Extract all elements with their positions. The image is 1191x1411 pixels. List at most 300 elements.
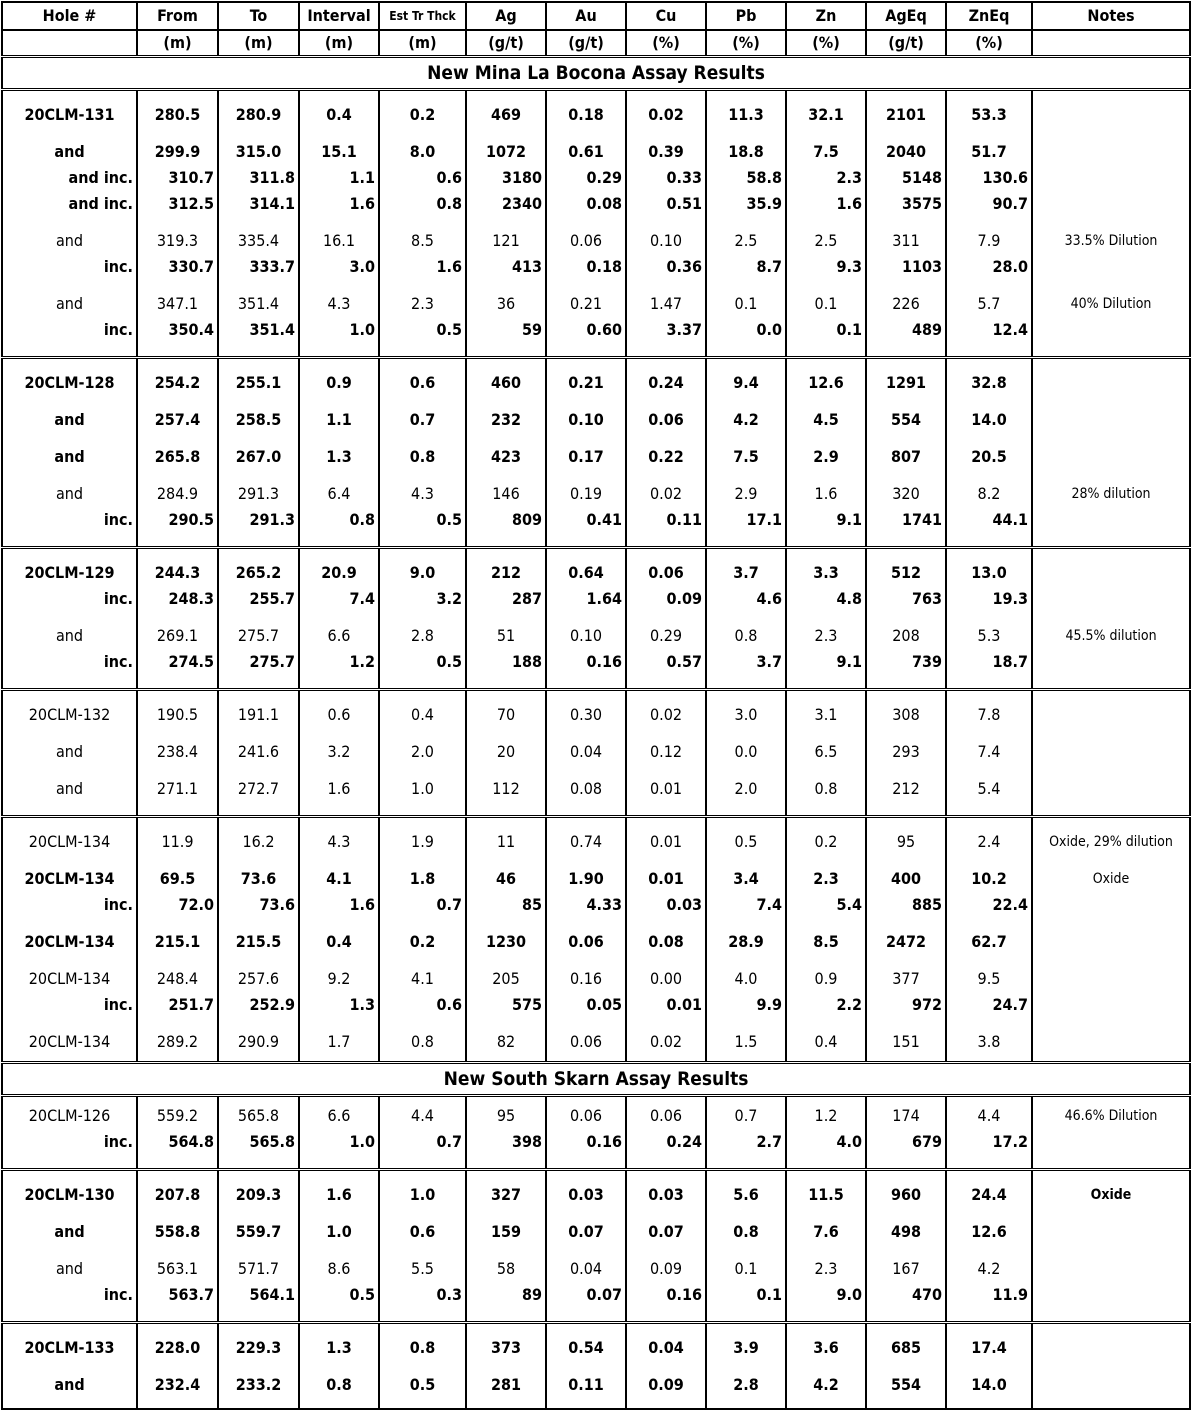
spacer-cell <box>546 675 626 690</box>
spacer-cell <box>706 533 786 548</box>
cell-cu: 0.12 <box>626 739 706 765</box>
spacer-cell <box>379 817 466 830</box>
cell-au: 0.16 <box>546 1129 626 1155</box>
cell-cu: 0.10 <box>626 228 706 254</box>
spacer-cell <box>706 90 786 103</box>
spacer-cell <box>706 1170 786 1183</box>
cell-au: 0.18 <box>546 102 626 128</box>
spacer-cell <box>137 90 218 103</box>
spacer-cell <box>946 1055 1032 1063</box>
spacer-cell <box>137 765 218 776</box>
cell-interval: 0.4 <box>299 102 379 128</box>
cell-cu: 0.24 <box>626 370 706 396</box>
spacer-cell <box>866 128 946 139</box>
spacer-cell <box>379 343 466 358</box>
cell-interval: 1.0 <box>299 317 379 343</box>
spacer-cell <box>379 533 466 548</box>
cell-zn: 0.1 <box>786 291 866 317</box>
cell-interval: 0.5 <box>299 1282 379 1308</box>
cell-est-tr-thck: 1.9 <box>379 829 466 855</box>
cell-zn: 4.2 <box>786 1372 866 1398</box>
cell-au: 0.17 <box>546 444 626 470</box>
table-row <box>2 191 1190 217</box>
spacer-cell <box>866 548 946 561</box>
cell-notes <box>1032 317 1190 343</box>
spacer-cell <box>946 918 1032 929</box>
spacer-cell <box>2 1018 137 1029</box>
spacer-cell <box>137 690 218 703</box>
spacer-cell <box>137 1308 218 1323</box>
table-body <box>2 57 1190 1410</box>
spacer-cell <box>546 612 626 623</box>
cell-notes: 33.5% Dilution <box>1032 228 1190 254</box>
spacer-cell <box>218 1323 299 1336</box>
spacer-cell <box>786 396 866 407</box>
cell-zneq: 53.3 <box>946 102 1032 128</box>
cell-zn: 7.5 <box>786 139 866 165</box>
cell-ag: 281 <box>466 1372 546 1398</box>
spacer-cell <box>379 1323 466 1336</box>
spacer-cell <box>466 1170 546 1183</box>
cell-cu: 1.47 <box>626 291 706 317</box>
cell-ageq: 489 <box>866 317 946 343</box>
spacer-cell <box>1032 1096 1190 1104</box>
cell-cu: 3.37 <box>626 317 706 343</box>
cell-from: 271.1 <box>137 776 218 802</box>
cell-pb: 3.0 <box>706 702 786 728</box>
spacer-cell <box>546 1208 626 1219</box>
cell-pb: 8.7 <box>706 254 786 280</box>
spacer-cell <box>626 1155 706 1170</box>
spacer-cell <box>379 1055 466 1063</box>
spacer-cell <box>218 280 299 291</box>
cell-notes <box>1032 1335 1190 1361</box>
cell-cu: 0.51 <box>626 191 706 217</box>
cell-to: 315.0 <box>218 139 299 165</box>
cell-est-tr-thck: 0.5 <box>379 317 466 343</box>
spacer-cell <box>466 358 546 371</box>
cell-notes <box>1032 992 1190 1018</box>
spacer-cell <box>866 612 946 623</box>
cell-notes: 28% dilution <box>1032 481 1190 507</box>
cell-interval: 4.3 <box>299 291 379 317</box>
spacer-cell <box>218 765 299 776</box>
cell-cu: 0.08 <box>626 929 706 955</box>
cell-pb: 0.5 <box>706 829 786 855</box>
spacer-cell <box>546 817 626 830</box>
cell-from: 257.4 <box>137 407 218 433</box>
spacer-cell <box>786 1055 866 1063</box>
cell-cu: 0.04 <box>626 1335 706 1361</box>
cell-est-tr-thck: 0.4 <box>379 702 466 728</box>
cell-est-tr-thck: 8.0 <box>379 139 466 165</box>
cell-zneq: 8.2 <box>946 481 1032 507</box>
cell-zneq: 4.2 <box>946 1256 1032 1282</box>
col-header-cu: Cu <box>626 2 706 30</box>
spacer-cell <box>1032 1170 1190 1183</box>
cell-to: 191.1 <box>218 702 299 728</box>
cell-interval: 1.6 <box>299 191 379 217</box>
spacer-cell <box>2 817 137 830</box>
cell-est-tr-thck: 0.7 <box>379 892 466 918</box>
spacer-cell <box>946 470 1032 481</box>
cell-pb: 3.9 <box>706 1335 786 1361</box>
cell-from: 228.0 <box>137 1335 218 1361</box>
spacer-cell <box>786 817 866 830</box>
spacer-cell <box>218 1155 299 1170</box>
spacer-cell <box>546 1398 626 1409</box>
cell-from: 289.2 <box>137 1029 218 1055</box>
spacer-cell <box>1032 612 1190 623</box>
spacer-cell <box>137 1208 218 1219</box>
cell-zn: 0.9 <box>786 966 866 992</box>
cell-est-tr-thck: 0.6 <box>379 992 466 1018</box>
spacer-cell <box>466 217 546 228</box>
spacer-cell <box>546 955 626 966</box>
table-row <box>2 444 1190 470</box>
spacer-cell <box>466 918 546 929</box>
section-header-row <box>2 1063 1190 1096</box>
spacer-cell <box>379 918 466 929</box>
spacer-cell <box>299 1170 379 1183</box>
cell-pb: 0.8 <box>706 623 786 649</box>
spacer-cell <box>137 548 218 561</box>
spacer-cell <box>466 1398 546 1409</box>
cell-hole: 20CLM-131 <box>2 102 137 128</box>
spacer-cell <box>218 470 299 481</box>
spacer-cell <box>946 690 1032 703</box>
spacer-cell <box>706 396 786 407</box>
spacer-cell <box>379 90 466 103</box>
cell-ag: 212 <box>466 560 546 586</box>
spacer-cell <box>786 690 866 703</box>
spacer-cell <box>786 358 866 371</box>
cell-from: 248.3 <box>137 586 218 612</box>
spacer-cell <box>706 817 786 830</box>
cell-ageq: 208 <box>866 623 946 649</box>
spacer-cell <box>137 396 218 407</box>
spacer-cell <box>786 675 866 690</box>
table-row <box>2 139 1190 165</box>
cell-est-tr-thck: 0.8 <box>379 1029 466 1055</box>
cell-au: 0.21 <box>546 291 626 317</box>
table-row <box>2 317 1190 343</box>
spacer-cell <box>946 802 1032 817</box>
cell-ag: 46 <box>466 866 546 892</box>
spacer-cell <box>706 802 786 817</box>
spacer-cell <box>946 1208 1032 1219</box>
spacer-cell <box>299 1208 379 1219</box>
table-row <box>2 1256 1190 1282</box>
spacer-cell <box>137 470 218 481</box>
table-row <box>2 1335 1190 1361</box>
cell-au: 0.16 <box>546 649 626 675</box>
col-unit-to: (m) <box>218 30 299 57</box>
cell-zn: 2.9 <box>786 444 866 470</box>
spacer-cell <box>466 1323 546 1336</box>
spacer-cell <box>137 1155 218 1170</box>
spacer-cell <box>946 728 1032 739</box>
cell-from: 215.1 <box>137 929 218 955</box>
cell-est-tr-thck: 1.0 <box>379 1182 466 1208</box>
cell-pb: 3.4 <box>706 866 786 892</box>
table-row <box>2 254 1190 280</box>
cell-pb: 2.7 <box>706 1129 786 1155</box>
col-unit-interval: (m) <box>299 30 379 57</box>
cell-cu: 0.03 <box>626 1182 706 1208</box>
cell-notes <box>1032 407 1190 433</box>
cell-hole: and <box>2 623 137 649</box>
cell-au: 0.29 <box>546 165 626 191</box>
cell-est-tr-thck: 1.8 <box>379 866 466 892</box>
cell-to: 233.2 <box>218 1372 299 1398</box>
cell-ag: 58 <box>466 1256 546 1282</box>
col-header-interval: Interval <box>299 2 379 30</box>
spacer-cell <box>137 1398 218 1409</box>
cell-pb: 0.1 <box>706 1282 786 1308</box>
cell-ageq: 311 <box>866 228 946 254</box>
cell-zn: 2.3 <box>786 866 866 892</box>
spacer-cell <box>379 128 466 139</box>
spacer-cell <box>466 1155 546 1170</box>
cell-ag: 59 <box>466 317 546 343</box>
cell-to: 255.1 <box>218 370 299 396</box>
cell-est-tr-thck: 2.8 <box>379 623 466 649</box>
cell-from: 558.8 <box>137 1219 218 1245</box>
spacer-cell <box>546 433 626 444</box>
spacer-cell <box>218 918 299 929</box>
cell-zn: 1.2 <box>786 1103 866 1129</box>
cell-est-tr-thck: 0.7 <box>379 407 466 433</box>
table-row <box>2 370 1190 396</box>
cell-from: 290.5 <box>137 507 218 533</box>
spacer-cell <box>546 802 626 817</box>
spacer-row <box>2 955 1190 966</box>
spacer-cell <box>379 802 466 817</box>
spacer-cell <box>626 433 706 444</box>
cell-interval: 0.4 <box>299 929 379 955</box>
cell-hole: 20CLM-130 <box>2 1182 137 1208</box>
cell-ag: 89 <box>466 1282 546 1308</box>
spacer-cell <box>137 802 218 817</box>
cell-est-tr-thck: 4.3 <box>379 481 466 507</box>
cell-zn: 12.6 <box>786 370 866 396</box>
spacer-cell <box>546 1245 626 1256</box>
spacer-cell <box>137 343 218 358</box>
spacer-cell <box>1032 765 1190 776</box>
section-title: New South Skarn Assay Results <box>2 1063 1190 1096</box>
cell-cu: 0.02 <box>626 1029 706 1055</box>
spacer-cell <box>299 396 379 407</box>
spacer-row <box>2 343 1190 358</box>
spacer-cell <box>379 470 466 481</box>
cell-cu: 0.22 <box>626 444 706 470</box>
cell-interval: 1.0 <box>299 1129 379 1155</box>
cell-pb: 7.5 <box>706 444 786 470</box>
spacer-cell <box>866 1170 946 1183</box>
cell-cu: 0.07 <box>626 1219 706 1245</box>
spacer-cell <box>137 1245 218 1256</box>
cell-ag: 36 <box>466 291 546 317</box>
cell-ageq: 400 <box>866 866 946 892</box>
spacer-cell <box>1032 690 1190 703</box>
spacer-row <box>2 533 1190 548</box>
spacer-cell <box>299 802 379 817</box>
cell-notes <box>1032 649 1190 675</box>
cell-ageq: 2040 <box>866 139 946 165</box>
cell-est-tr-thck: 0.5 <box>379 1372 466 1398</box>
spacer-cell <box>2 728 137 739</box>
table-row <box>2 1282 1190 1308</box>
spacer-cell <box>299 128 379 139</box>
cell-est-tr-thck: 0.5 <box>379 507 466 533</box>
cell-ageq: 2101 <box>866 102 946 128</box>
spacer-cell <box>137 1018 218 1029</box>
spacer-cell <box>866 1308 946 1323</box>
spacer-cell <box>466 728 546 739</box>
cell-notes <box>1032 1219 1190 1245</box>
spacer-cell <box>866 855 946 866</box>
spacer-cell <box>218 548 299 561</box>
spacer-cell <box>786 1155 866 1170</box>
cell-pb: 0.0 <box>706 739 786 765</box>
spacer-cell <box>706 955 786 966</box>
spacer-cell <box>379 1245 466 1256</box>
spacer-cell <box>2 548 137 561</box>
spacer-cell <box>466 280 546 291</box>
cell-au: 0.11 <box>546 1372 626 1398</box>
spacer-cell <box>299 1155 379 1170</box>
cell-est-tr-thck: 8.5 <box>379 228 466 254</box>
spacer-cell <box>946 1170 1032 1183</box>
cell-ag: 1072 <box>466 139 546 165</box>
spacer-cell <box>706 1055 786 1063</box>
spacer-cell <box>866 533 946 548</box>
cell-zneq: 24.7 <box>946 992 1032 1018</box>
spacer-cell <box>946 1245 1032 1256</box>
spacer-cell <box>379 1170 466 1183</box>
cell-notes <box>1032 739 1190 765</box>
cell-to: 564.1 <box>218 1282 299 1308</box>
spacer-cell <box>706 1018 786 1029</box>
spacer-cell <box>379 1018 466 1029</box>
spacer-cell <box>466 802 546 817</box>
spacer-cell <box>706 690 786 703</box>
cell-ageq: 739 <box>866 649 946 675</box>
spacer-cell <box>466 690 546 703</box>
spacer-cell <box>218 1398 299 1409</box>
cell-zn: 3.3 <box>786 560 866 586</box>
cell-interval: 0.6 <box>299 702 379 728</box>
cell-ageq: 554 <box>866 1372 946 1398</box>
spacer-cell <box>299 1055 379 1063</box>
cell-interval: 0.8 <box>299 1372 379 1398</box>
cell-from: 299.9 <box>137 139 218 165</box>
cell-cu: 0.39 <box>626 139 706 165</box>
cell-ag: 82 <box>466 1029 546 1055</box>
spacer-cell <box>706 855 786 866</box>
cell-ag: 51 <box>466 623 546 649</box>
cell-hole: 20CLM-134 <box>2 866 137 892</box>
spacer-row <box>2 728 1190 739</box>
cell-au: 0.08 <box>546 191 626 217</box>
cell-pb: 1.5 <box>706 1029 786 1055</box>
col-unit-hole <box>2 30 137 57</box>
spacer-cell <box>379 1096 466 1104</box>
cell-pb: 5.6 <box>706 1182 786 1208</box>
spacer-cell <box>706 433 786 444</box>
spacer-cell <box>626 728 706 739</box>
table-row <box>2 1129 1190 1155</box>
cell-au: 0.06 <box>546 929 626 955</box>
spacer-cell <box>866 280 946 291</box>
cell-pb: 58.8 <box>706 165 786 191</box>
cell-hole: 20CLM-134 <box>2 829 137 855</box>
cell-pb: 0.1 <box>706 1256 786 1282</box>
spacer-cell <box>218 90 299 103</box>
cell-from: 280.5 <box>137 102 218 128</box>
spacer-cell <box>466 396 546 407</box>
cell-from: 251.7 <box>137 992 218 1018</box>
cell-hole: and inc. <box>2 191 137 217</box>
cell-ag: 373 <box>466 1335 546 1361</box>
cell-notes: 45.5% dilution <box>1032 623 1190 649</box>
spacer-cell <box>866 1096 946 1104</box>
cell-zneq: 14.0 <box>946 1372 1032 1398</box>
cell-zn: 1.6 <box>786 191 866 217</box>
spacer-row <box>2 358 1190 371</box>
cell-ageq: 212 <box>866 776 946 802</box>
cell-pb: 3.7 <box>706 649 786 675</box>
spacer-row <box>2 1245 1190 1256</box>
cell-ageq: 885 <box>866 892 946 918</box>
spacer-cell <box>546 1155 626 1170</box>
cell-ag: 205 <box>466 966 546 992</box>
spacer-cell <box>299 1096 379 1104</box>
spacer-cell <box>299 90 379 103</box>
cell-to: 267.0 <box>218 444 299 470</box>
cell-cu: 0.02 <box>626 481 706 507</box>
spacer-cell <box>786 90 866 103</box>
spacer-cell <box>218 1361 299 1372</box>
cell-hole: 20CLM-128 <box>2 370 137 396</box>
spacer-row <box>2 90 1190 103</box>
spacer-cell <box>626 1361 706 1372</box>
spacer-cell <box>786 855 866 866</box>
table-row <box>2 481 1190 507</box>
cell-from: 11.9 <box>137 829 218 855</box>
cell-notes <box>1032 776 1190 802</box>
spacer-cell <box>946 855 1032 866</box>
cell-to: 311.8 <box>218 165 299 191</box>
cell-zneq: 7.4 <box>946 739 1032 765</box>
spacer-cell <box>786 343 866 358</box>
spacer-cell <box>866 1018 946 1029</box>
cell-est-tr-thck: 4.1 <box>379 966 466 992</box>
cell-to: 559.7 <box>218 1219 299 1245</box>
cell-to: 280.9 <box>218 102 299 128</box>
cell-interval: 3.2 <box>299 739 379 765</box>
spacer-cell <box>1032 217 1190 228</box>
cell-au: 0.08 <box>546 776 626 802</box>
spacer-cell <box>546 128 626 139</box>
spacer-cell <box>379 433 466 444</box>
cell-au: 0.04 <box>546 739 626 765</box>
spacer-cell <box>786 1361 866 1372</box>
spacer-cell <box>786 128 866 139</box>
spacer-row <box>2 217 1190 228</box>
spacer-cell <box>299 433 379 444</box>
